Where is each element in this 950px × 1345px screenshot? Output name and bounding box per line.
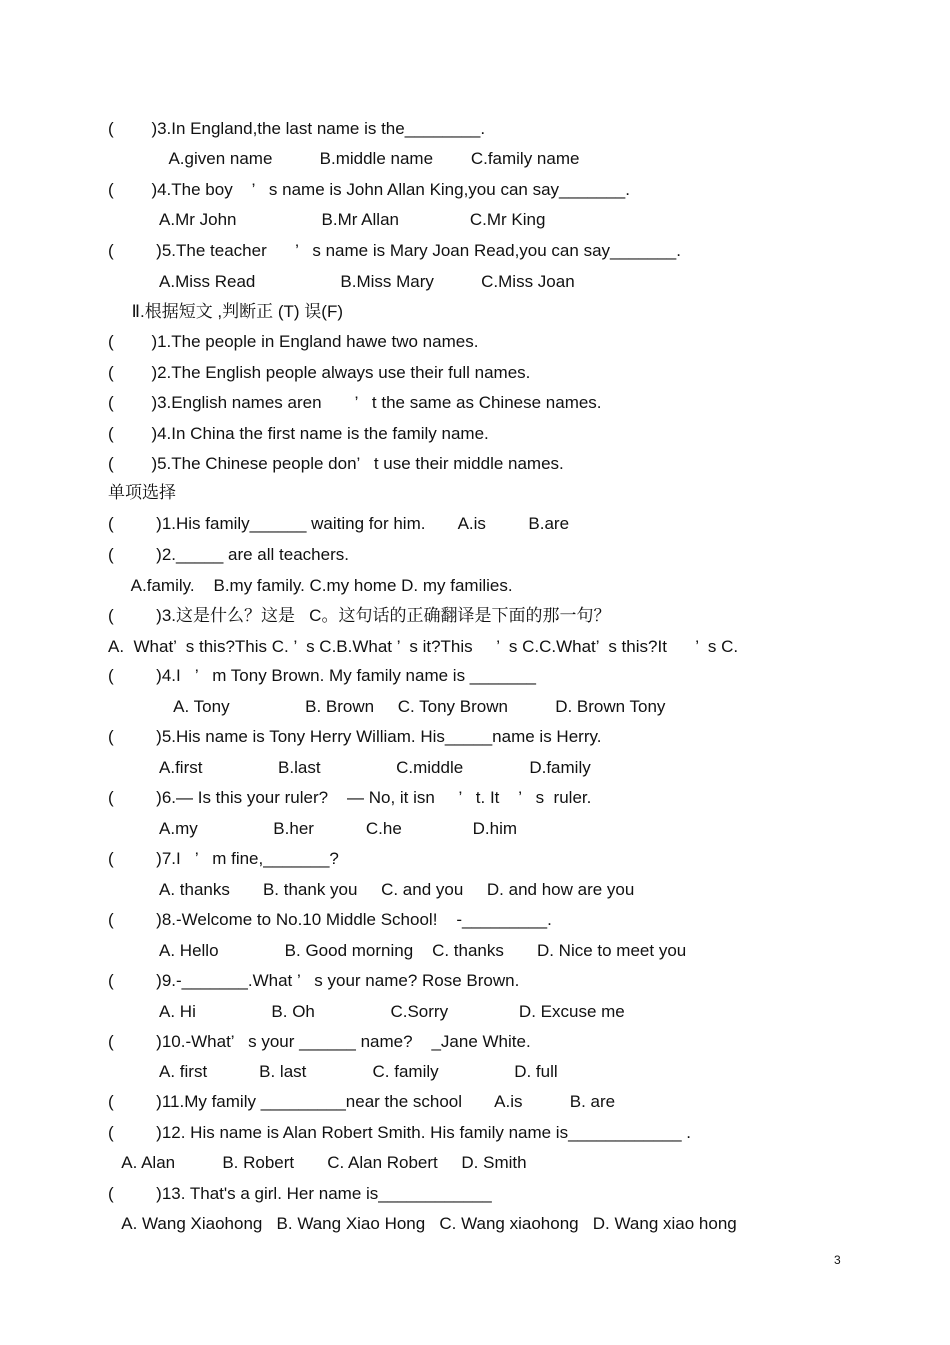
question-line: ( )2._____ are all teachers. — [108, 545, 349, 564]
question-line: ( )7.I ’ m fine,_______? — [108, 849, 339, 868]
question-line: ( )5.The teacher ’ s name is Mary Joan Read,you can say_______. — [108, 241, 681, 260]
question-line: ( )12. His name is Alan Robert Smith. His family name is____________ . — [108, 1123, 691, 1142]
options-line: A.first B.last C.middle D.family — [108, 758, 591, 777]
section-heading: Ⅱ.根据短文 ,判断正 (T) 误(F) — [108, 302, 344, 321]
question-line: ( )9.-_______.What ’ s your name? Rose Brown. — [108, 971, 520, 990]
question-line: ( )10.-What’ s your ______ name? _Jane White. — [108, 1032, 531, 1051]
question-line: ( )5.The Chinese people don’ t use their middle names. — [108, 454, 564, 473]
options-line: A. Wang Xiaohong B. Wang Xiao Hong C. Wang xiaohong D. Wang xiao hong — [108, 1214, 737, 1233]
options-line: A.given name B.middle name C.family name — [108, 149, 580, 168]
options-line: A.Mr John B.Mr Allan C.Mr King — [108, 210, 546, 229]
question-line: ( )2.The English people always use their full names. — [108, 363, 531, 382]
question-line: ( )3.这是什么？这是 C。这句话的正确翻译是下面的那一句？ — [108, 606, 611, 625]
options-line: A.Miss Read B.Miss Mary C.Miss Joan — [108, 272, 575, 291]
options-line: A. What’ s this?This C. ’ s C.B.What ’ s it?This ’ s C.C.What’ s this?It ’ s C. — [108, 637, 739, 656]
options-line: A. thanks B. thank you C. and you D. and how are you — [108, 880, 635, 899]
question-line: ( )1.His family______ waiting for him. A.is B.are — [108, 514, 570, 533]
options-line: A. Hello B. Good morning C. thanks D. Nice to meet you — [108, 941, 687, 960]
page-number: 3 — [834, 1253, 841, 1267]
question-line: ( )6.— Is this your ruler? — No, it isn ’ t. It ’ s ruler. — [108, 788, 592, 807]
question-line: ( )8.-Welcome to No.10 Middle School! -_________. — [108, 910, 552, 929]
question-line: ( )11.My family _________near the school A.is B. are — [108, 1092, 616, 1111]
question-line: ( )3.In England,the last name is the________. — [108, 119, 486, 138]
question-line: ( )13. That's a girl. Her name is____________ — [108, 1184, 492, 1203]
question-line: ( )4.The boy ’ s name is John Allan King,you can say_______. — [108, 180, 630, 199]
question-line: ( )3.English names aren ’ t the same as Chinese names. — [108, 393, 602, 412]
section-heading: 单项选择 — [108, 483, 176, 502]
options-line: A. Tony B. Brown C. Tony Brown D. Brown Tony — [108, 697, 666, 716]
question-line: ( )5.His name is Tony Herry William. His_____name is Herry. — [108, 727, 602, 746]
question-line: ( )4.I ’ m Tony Brown. My family name is _______ — [108, 666, 536, 685]
options-line: A. Hi B. Oh C.Sorry D. Excuse me — [108, 1002, 625, 1021]
question-line: ( )4.In China the first name is the family name. — [108, 424, 489, 443]
options-line: A.my B.her C.he D.him — [108, 819, 518, 838]
question-line: ( )1.The people in England hawe two names. — [108, 332, 479, 351]
options-line: A. first B. last C. family D. full — [108, 1062, 558, 1081]
options-line: A.family. B.my family. C.my home D. my families. — [108, 576, 513, 595]
options-line: A. Alan B. Robert C. Alan Robert D. Smith — [108, 1153, 527, 1172]
